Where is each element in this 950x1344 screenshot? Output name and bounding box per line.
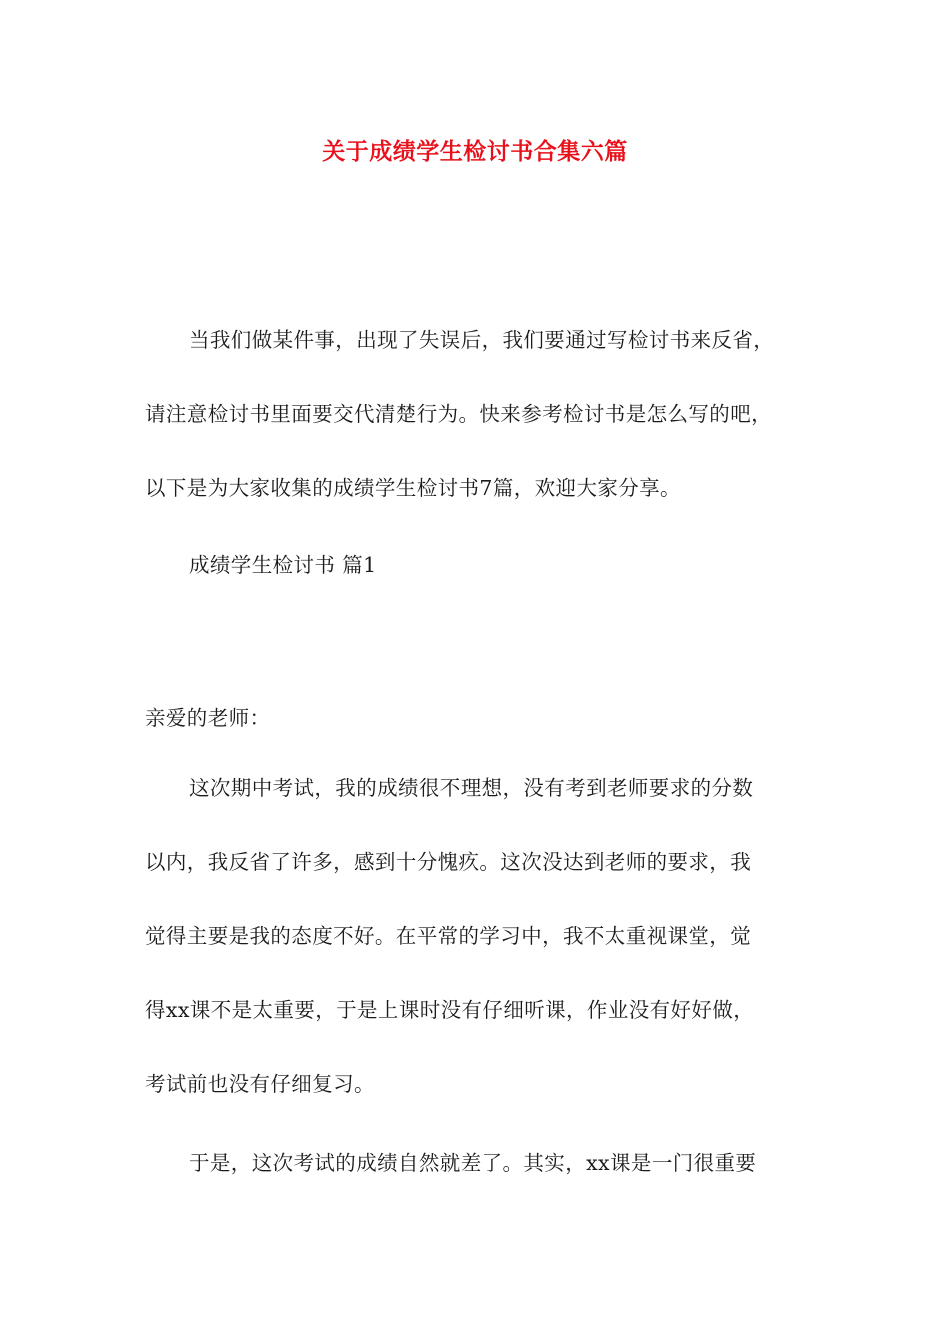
intro-line: 请注意检讨书里面要交代清楚行为。快来参考检讨书是怎么写的吧， — [145, 402, 772, 426]
intro-line: 以下是为大家收集的成绩学生检讨书7篇，欢迎大家分享。 — [145, 476, 681, 500]
body-line: 觉得主要是我的态度不好。在平常的学习中，我不太重视课堂，觉 — [145, 924, 752, 948]
body-line: 考试前也没有仔细复习。 — [145, 1072, 375, 1096]
body-line: 得xx课不是太重要，于是上课时没有仔细听课，作业没有好好做， — [145, 998, 755, 1022]
body-paragraph-1 — [145, 751, 815, 1121]
document-title: 关于成绩学生检讨书合集六篇 — [322, 138, 628, 165]
body-line: 以内，我反省了许多，感到十分愧疚。这次没达到老师的要求，我 — [145, 850, 752, 874]
body-line: 于是，这次考试的成绩自然就差了。其实，xx课是一门很重要 — [189, 1151, 757, 1175]
section-heading: 成绩学生检讨书 篇1 — [189, 553, 377, 577]
intro-line: 当我们做某件事，出现了失误后，我们要通过写检讨书来反省， — [189, 328, 775, 352]
intro-paragraph — [145, 303, 815, 525]
body-paragraph-2 — [145, 1126, 815, 1200]
body-line: 这次期中考试，我的成绩很不理想，没有考到老师要求的分数 — [189, 776, 754, 800]
salutation: 亲爱的老师： — [145, 706, 271, 730]
